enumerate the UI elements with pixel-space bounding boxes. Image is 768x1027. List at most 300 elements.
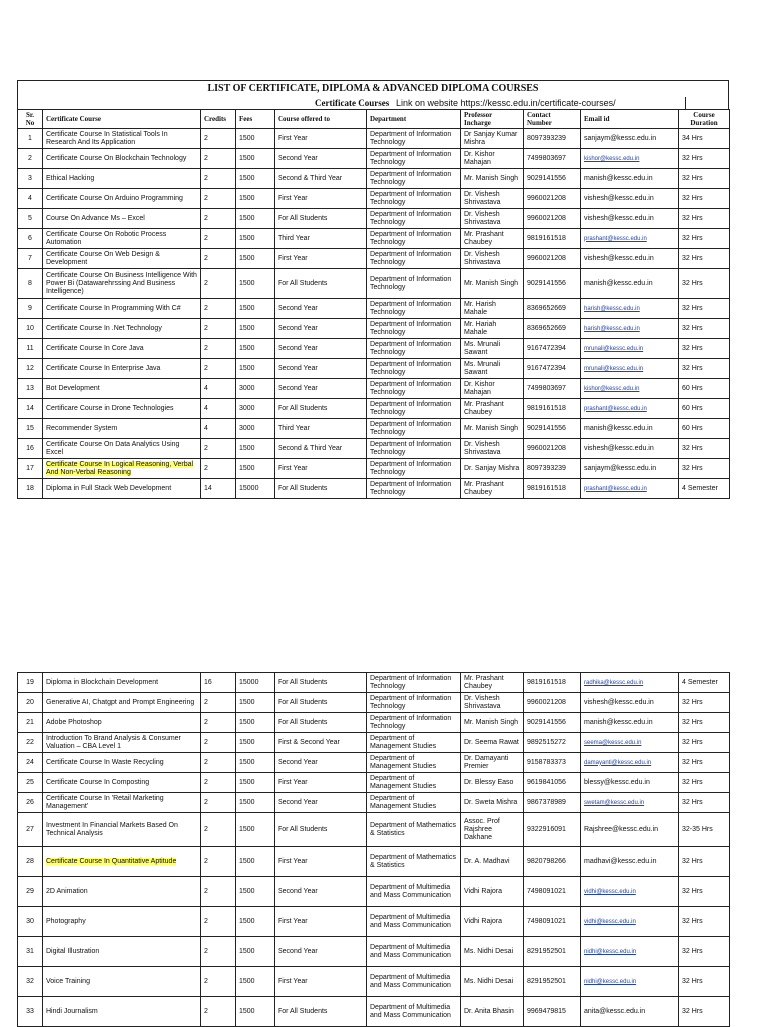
cell-department: Department of Management Studies xyxy=(367,753,461,773)
cell-email: manish@kessc.edu.in xyxy=(581,169,679,189)
cell-professor: Mr. Prashant Chaubey xyxy=(461,673,524,693)
cell-department: Department of Information Technology xyxy=(367,149,461,169)
cell-sr-no: 13 xyxy=(18,379,43,399)
email-link[interactable]: nidhi@kessc.edu.in xyxy=(584,948,637,955)
document-title: LIST OF CERTIFICATE, DIPLOMA & ADVANCED DIPLOMA COURSES xyxy=(17,80,729,97)
cell-credits: 2 xyxy=(201,753,236,773)
cell-credits: 2 xyxy=(201,733,236,753)
email-link[interactable]: seema@kessc.edu.in xyxy=(584,739,642,746)
cell-credits: 2 xyxy=(201,693,236,713)
table-header-row xyxy=(18,110,730,129)
cell-professor: Dr. Blessy Easo xyxy=(461,773,524,793)
cell-course-name: Voice Training xyxy=(43,967,201,997)
cell-offered-to: First Year xyxy=(275,773,367,793)
cell-course-name: Certificate Course In 'Retail Marketing Management' xyxy=(43,793,201,813)
cell-email xyxy=(581,753,679,773)
cell-offered-to: Second Year xyxy=(275,319,367,339)
cell-sr-no: 29 xyxy=(18,877,43,907)
cell-contact-number: 7498091021 xyxy=(524,907,581,937)
cell-credits: 2 xyxy=(201,129,236,149)
header-course-name: Certificate Course xyxy=(43,110,201,129)
cell-email: sanjaym@kessc.edu.in xyxy=(581,129,679,149)
cell-course-name: Certificate Course On Data Analytics Using Excel xyxy=(43,439,201,459)
cell-credits: 2 xyxy=(201,339,236,359)
cell-email: vishesh@kessc.edu.in xyxy=(581,693,679,713)
cell-offered-to: For All Students xyxy=(275,673,367,693)
cell-offered-to: Second & Third Year xyxy=(275,169,367,189)
header-credits: Credits xyxy=(201,110,236,129)
cell-email: Rajshree@kessc.edu.in xyxy=(581,813,679,847)
table-row xyxy=(18,773,730,793)
cell-sr-no: 21 xyxy=(18,713,43,733)
cell-credits: 2 xyxy=(201,847,236,877)
cell-fees: 1500 xyxy=(236,149,275,169)
cell-course-name: Ethical Hacking xyxy=(43,169,201,189)
cell-fees: 1500 xyxy=(236,713,275,733)
cell-department: Department of Information Technology xyxy=(367,269,461,299)
cell-credits: 2 xyxy=(201,169,236,189)
cell-offered-to: Second Year xyxy=(275,299,367,319)
cell-department: Department of Management Studies xyxy=(367,733,461,753)
cell-contact-number: 8291952501 xyxy=(524,967,581,997)
table-row xyxy=(18,753,730,773)
cell-professor: Dr. Damayanti Premier xyxy=(461,753,524,773)
cell-professor: Mr. Prashant Chaubey xyxy=(461,399,524,419)
cell-duration: 32 Hrs xyxy=(679,319,730,339)
email-link[interactable]: harish@kessc.edu.in xyxy=(584,325,640,332)
cell-duration: 32 Hrs xyxy=(679,793,730,813)
email-link[interactable]: harish@kessc.edu.in xyxy=(584,305,640,312)
cell-duration: 32 Hrs xyxy=(679,877,730,907)
subtitle-row xyxy=(17,97,729,109)
cell-fees: 1500 xyxy=(236,733,275,753)
table-row xyxy=(18,459,730,479)
cell-department: Department of Information Technology xyxy=(367,189,461,209)
cell-course-name: Introduction To Brand Analysis & Consumer Valuation – CBA Level 1 xyxy=(43,733,201,753)
header-offered-to: Course offered to xyxy=(275,110,367,129)
cell-sr-no: 9 xyxy=(18,299,43,319)
cell-professor: Dr. A. Madhavi xyxy=(461,847,524,877)
cell-course-name: Certificate Course In .Net Technology xyxy=(43,319,201,339)
cell-contact-number: 9029141556 xyxy=(524,269,581,299)
cell-department: Department of Information Technology xyxy=(367,299,461,319)
cell-credits: 2 xyxy=(201,459,236,479)
cell-offered-to: Second Year xyxy=(275,379,367,399)
cell-sr-no: 8 xyxy=(18,269,43,299)
cell-offered-to: First Year xyxy=(275,129,367,149)
email-link[interactable]: mrunali@kessc.edu.in xyxy=(584,365,644,372)
cell-professor: Mr. Prashant Chaubey xyxy=(461,479,524,499)
cell-fees: 3000 xyxy=(236,399,275,419)
cell-fees: 1500 xyxy=(236,813,275,847)
email-link[interactable]: vidhi@kessc.edu.in xyxy=(584,888,636,895)
cell-duration: 32 Hrs xyxy=(679,713,730,733)
cell-email: blessy@kessc.edu.in xyxy=(581,773,679,793)
cell-department: Department of Information Technology xyxy=(367,459,461,479)
cell-email xyxy=(581,229,679,249)
cell-offered-to: First Year xyxy=(275,459,367,479)
cell-department: Department of Information Technology xyxy=(367,479,461,499)
cell-contact-number: 9960021208 xyxy=(524,439,581,459)
cell-offered-to: For All Students xyxy=(275,399,367,419)
cell-email xyxy=(581,937,679,967)
cell-department: Department of Information Technology xyxy=(367,673,461,693)
cell-duration: 32 Hrs xyxy=(679,339,730,359)
cell-fees: 1500 xyxy=(236,907,275,937)
cell-email: vishesh@kessc.edu.in xyxy=(581,439,679,459)
cell-fees: 1500 xyxy=(236,937,275,967)
cell-contact-number: 8369652669 xyxy=(524,299,581,319)
cell-duration: 32 Hrs xyxy=(679,169,730,189)
cell-department: Department of Information Technology xyxy=(367,249,461,269)
cell-department: Department of Mathematics & Statistics xyxy=(367,847,461,877)
cell-professor: Vidhi Rajora xyxy=(461,907,524,937)
cell-sr-no: 3 xyxy=(18,169,43,189)
cell-course-name: Certificate Course On Blockchain Technology xyxy=(43,149,201,169)
cell-email: vishesh@kessc.edu.in xyxy=(581,249,679,269)
table-row xyxy=(18,419,730,439)
highlighted-course-name: Certificate Course In Logical Reasoning, Verbal And Non-Verbal Reasoning xyxy=(46,460,194,476)
cell-email: manish@kessc.edu.in xyxy=(581,419,679,439)
cell-fees: 1500 xyxy=(236,753,275,773)
cell-credits: 4 xyxy=(201,399,236,419)
cell-duration: 4 Semester xyxy=(679,673,730,693)
cell-duration: 32 Hrs xyxy=(679,997,730,1027)
cell-duration: 4 Semester xyxy=(679,479,730,499)
cell-department: Department of Multimedia and Mass Communication xyxy=(367,937,461,967)
cell-department: Department of Multimedia and Mass Communication xyxy=(367,997,461,1027)
cell-contact-number: 9819161518 xyxy=(524,673,581,693)
cell-email xyxy=(581,967,679,997)
cell-department: Department of Information Technology xyxy=(367,229,461,249)
cell-course-name: Certificate Course In Programming With C# xyxy=(43,299,201,319)
table-row xyxy=(18,359,730,379)
cell-sr-no: 15 xyxy=(18,419,43,439)
cell-offered-to: First & Second Year xyxy=(275,733,367,753)
cell-email: vishesh@kessc.edu.in xyxy=(581,209,679,229)
cell-professor: Dr. Vishesh Shrivastava xyxy=(461,693,524,713)
cell-contact-number: 9969479815 xyxy=(524,997,581,1027)
header-sr-no: Sr. No xyxy=(18,110,43,129)
cell-email xyxy=(581,479,679,499)
cell-contact-number: 9819161518 xyxy=(524,399,581,419)
cell-contact-number: 9819161518 xyxy=(524,479,581,499)
header-duration: Course Duration xyxy=(679,110,730,129)
cell-credits: 2 xyxy=(201,299,236,319)
cell-fees: 1500 xyxy=(236,459,275,479)
cell-contact-number: 7498091021 xyxy=(524,877,581,907)
cell-course-name: Certificate Course In Composting xyxy=(43,773,201,793)
cell-offered-to: First Year xyxy=(275,249,367,269)
cell-sr-no: 16 xyxy=(18,439,43,459)
cell-offered-to: First Year xyxy=(275,189,367,209)
cell-department: Department of Information Technology xyxy=(367,693,461,713)
table-row xyxy=(18,379,730,399)
cell-course-name: Certificare Course in Drone Technologies xyxy=(43,399,201,419)
cell-fees: 1500 xyxy=(236,229,275,249)
cell-fees: 3000 xyxy=(236,379,275,399)
cell-email: sanjaym@kessc.edu.in xyxy=(581,459,679,479)
cell-sr-no: 5 xyxy=(18,209,43,229)
cell-professor: Dr. Vishesh Shrivastava xyxy=(461,189,524,209)
cell-email xyxy=(581,733,679,753)
cell-fees: 1500 xyxy=(236,339,275,359)
cell-fees: 15000 xyxy=(236,673,275,693)
cell-contact-number: 9960021208 xyxy=(524,209,581,229)
cell-email xyxy=(581,299,679,319)
cell-duration: 32 Hrs xyxy=(679,209,730,229)
cell-professor: Dr. Kishor Mahajan xyxy=(461,379,524,399)
cell-contact-number: 9167472394 xyxy=(524,359,581,379)
table-row xyxy=(18,399,730,419)
cell-professor: Ms. Mrunali Sawant xyxy=(461,339,524,359)
cell-fees: 1500 xyxy=(236,249,275,269)
cell-contact-number: 9867378989 xyxy=(524,793,581,813)
cell-course-name: Recommender System xyxy=(43,419,201,439)
cell-course-name: Diploma in Full Stack Web Development xyxy=(43,479,201,499)
cell-sr-no: 20 xyxy=(18,693,43,713)
cell-offered-to: Third Year xyxy=(275,419,367,439)
cell-professor: Vidhi Rajora xyxy=(461,877,524,907)
cell-contact-number: 9322916091 xyxy=(524,813,581,847)
cell-course-name: Certificate Course In Core Java xyxy=(43,339,201,359)
cell-offered-to: Second Year xyxy=(275,149,367,169)
cell-professor: Dr. Sweta Mishra xyxy=(461,793,524,813)
cell-department: Department of Management Studies xyxy=(367,793,461,813)
cell-offered-to: For All Students xyxy=(275,713,367,733)
cell-credits: 2 xyxy=(201,249,236,269)
email-link[interactable]: vidhi@kessc.edu.in xyxy=(584,918,636,925)
cell-offered-to: Second & Third Year xyxy=(275,439,367,459)
table-row xyxy=(18,997,730,1027)
cell-duration: 32 Hrs xyxy=(679,967,730,997)
cell-fees: 1500 xyxy=(236,299,275,319)
cell-sr-no: 11 xyxy=(18,339,43,359)
cell-department: Department of Information Technology xyxy=(367,129,461,149)
cell-fees: 3000 xyxy=(236,419,275,439)
cell-credits: 2 xyxy=(201,209,236,229)
cell-email xyxy=(581,149,679,169)
cell-department: Department of Mathematics & Statistics xyxy=(367,813,461,847)
cell-fees: 1500 xyxy=(236,773,275,793)
cell-department: Department of Information Technology xyxy=(367,419,461,439)
cell-credits: 2 xyxy=(201,997,236,1027)
cell-course-name: Hindi Journalism xyxy=(43,997,201,1027)
table-row xyxy=(18,319,730,339)
cell-credits: 2 xyxy=(201,877,236,907)
table-row xyxy=(18,269,730,299)
cell-sr-no: 31 xyxy=(18,937,43,967)
cell-sr-no: 12 xyxy=(18,359,43,379)
cell-sr-no: 24 xyxy=(18,753,43,773)
cell-credits: 2 xyxy=(201,813,236,847)
highlighted-course-name: Certificate Course In Quantitative Aptitude xyxy=(46,857,177,865)
cell-professor: Mr. Manish Singh xyxy=(461,169,524,189)
email-link[interactable]: kishor@kessc.edu.in xyxy=(584,385,640,392)
table-row xyxy=(18,299,730,319)
cell-fees: 1500 xyxy=(236,793,275,813)
cell-department: Department of Information Technology xyxy=(367,209,461,229)
cell-duration: 32 Hrs xyxy=(679,847,730,877)
cell-fees: 1500 xyxy=(236,269,275,299)
cell-department: Department of Information Technology xyxy=(367,713,461,733)
cell-offered-to: Second Year xyxy=(275,359,367,379)
cell-department: Department of Information Technology xyxy=(367,379,461,399)
cell-contact-number: 9960021208 xyxy=(524,249,581,269)
cell-offered-to: Second Year xyxy=(275,753,367,773)
cell-fees: 1500 xyxy=(236,439,275,459)
cell-contact-number: 9029141556 xyxy=(524,169,581,189)
table-row xyxy=(18,793,730,813)
cell-contact-number: 8369652669 xyxy=(524,319,581,339)
cell-fees: 1500 xyxy=(236,997,275,1027)
divider xyxy=(685,97,686,109)
cell-offered-to: Second Year xyxy=(275,793,367,813)
cell-credits: 2 xyxy=(201,229,236,249)
cell-course-name: Bot Development xyxy=(43,379,201,399)
cell-course-name: Diploma in Blockchain Development xyxy=(43,673,201,693)
cell-offered-to: Second Year xyxy=(275,339,367,359)
cell-offered-to: For All Students xyxy=(275,997,367,1027)
table-row xyxy=(18,249,730,269)
email-link[interactable]: nidhi@kessc.edu.in xyxy=(584,978,637,985)
courses-table-2 xyxy=(17,672,730,1027)
cell-credits: 2 xyxy=(201,907,236,937)
table-row xyxy=(18,229,730,249)
cell-offered-to: For All Students xyxy=(275,693,367,713)
table-row xyxy=(18,439,730,459)
email-link[interactable]: radhika@kessc.edu.in xyxy=(584,679,644,686)
cell-department: Department of Multimedia and Mass Communication xyxy=(367,907,461,937)
cell-offered-to: For All Students xyxy=(275,269,367,299)
cell-duration: 32 Hrs xyxy=(679,189,730,209)
cell-contact-number: 9892515272 xyxy=(524,733,581,753)
cell-email xyxy=(581,399,679,419)
cell-professor: Mr. Manish Singh xyxy=(461,419,524,439)
cell-department: Department of Information Technology xyxy=(367,319,461,339)
cell-fees: 1500 xyxy=(236,877,275,907)
cell-duration: 32 Hrs xyxy=(679,269,730,299)
cell-department: Department of Information Technology xyxy=(367,439,461,459)
cell-credits: 2 xyxy=(201,439,236,459)
table-row xyxy=(18,129,730,149)
cell-contact-number: 9158783373 xyxy=(524,753,581,773)
cell-professor: Mr. Manish Singh xyxy=(461,269,524,299)
header-fees: Fees xyxy=(236,110,275,129)
email-link[interactable]: damayanti@kessc.edu.in xyxy=(584,759,652,766)
cell-contact-number: 9960021208 xyxy=(524,693,581,713)
email-link[interactable]: prashant@kessc.edu.in xyxy=(584,235,647,242)
website-link-text[interactable]: Link on website https://kessc.edu.in/certificate-courses/ xyxy=(396,98,616,108)
table-row xyxy=(18,149,730,169)
cell-course-name: Certificate Course In Enterprise Java xyxy=(43,359,201,379)
cell-duration: 32 Hrs xyxy=(679,229,730,249)
subtitle-label: Certificate Courses xyxy=(315,98,390,108)
cell-professor: Ms. Nidhi Desai xyxy=(461,967,524,997)
cell-offered-to: First Year xyxy=(275,967,367,997)
cell-sr-no: 10 xyxy=(18,319,43,339)
cell-sr-no: 22 xyxy=(18,733,43,753)
cell-sr-no: 17 xyxy=(18,459,43,479)
cell-offered-to: Second Year xyxy=(275,937,367,967)
cell-duration: 32 Hrs xyxy=(679,459,730,479)
cell-offered-to: First Year xyxy=(275,847,367,877)
cell-credits: 2 xyxy=(201,269,236,299)
cell-course-name: Adobe Photoshop xyxy=(43,713,201,733)
courses-table-1 xyxy=(17,109,730,499)
cell-credits: 4 xyxy=(201,419,236,439)
cell-email xyxy=(581,793,679,813)
cell-email: anita@kessc.edu.in xyxy=(581,997,679,1027)
cell-sr-no: 1 xyxy=(18,129,43,149)
cell-department: Department of Information Technology xyxy=(367,359,461,379)
cell-professor: Mr. Harish Mahale xyxy=(461,299,524,319)
cell-course-name: Photography xyxy=(43,907,201,937)
cell-duration: 60 Hrs xyxy=(679,379,730,399)
cell-contact-number: 8097393239 xyxy=(524,459,581,479)
cell-department: Department of Information Technology xyxy=(367,399,461,419)
table-row xyxy=(18,967,730,997)
cell-professor: Dr Sanjay Kumar Mishra xyxy=(461,129,524,149)
cell-department: Department of Management Studies xyxy=(367,773,461,793)
table-row xyxy=(18,877,730,907)
email-link[interactable]: kishor@kessc.edu.in xyxy=(584,155,640,162)
cell-credits: 2 xyxy=(201,149,236,169)
cell-course-name: 2D Animation xyxy=(43,877,201,907)
cell-professor: Dr. Vishesh Shrivastava xyxy=(461,439,524,459)
table-row xyxy=(18,813,730,847)
cell-professor: Mr. Manish Singh xyxy=(461,713,524,733)
cell-email xyxy=(581,319,679,339)
cell-offered-to: Second Year xyxy=(275,877,367,907)
cell-duration: 32 Hrs xyxy=(679,249,730,269)
cell-duration: 32 Hrs xyxy=(679,773,730,793)
cell-fees: 1500 xyxy=(236,189,275,209)
cell-duration: 32 Hrs xyxy=(679,299,730,319)
cell-credits: 4 xyxy=(201,379,236,399)
cell-professor: Ms. Nidhi Desai xyxy=(461,937,524,967)
cell-course-name xyxy=(43,459,201,479)
email-link[interactable]: mrunali@kessc.edu.in xyxy=(584,345,644,352)
table-row xyxy=(18,673,730,693)
header-professor: Professor Incharge xyxy=(461,110,524,129)
cell-sr-no: 19 xyxy=(18,673,43,693)
cell-sr-no: 32 xyxy=(18,967,43,997)
header-department: Department xyxy=(367,110,461,129)
cell-fees: 1500 xyxy=(236,209,275,229)
cell-fees: 1500 xyxy=(236,967,275,997)
cell-email: manish@kessc.edu.in xyxy=(581,269,679,299)
cell-contact-number: 9960021208 xyxy=(524,189,581,209)
table-row xyxy=(18,339,730,359)
email-link[interactable]: swetam@kessc.edu.in xyxy=(584,799,645,806)
cell-professor: Dr. Seema Rawat xyxy=(461,733,524,753)
cell-professor: Dr. Vishesh Shrivastava xyxy=(461,249,524,269)
cell-fees: 1500 xyxy=(236,129,275,149)
cell-sr-no: 28 xyxy=(18,847,43,877)
cell-course-name: Generative AI, Chatgpt and Prompt Engineering xyxy=(43,693,201,713)
cell-professor: Dr. Anita Bhasin xyxy=(461,997,524,1027)
cell-contact-number: 8291952501 xyxy=(524,937,581,967)
cell-offered-to: For All Students xyxy=(275,813,367,847)
table-row xyxy=(18,169,730,189)
cell-sr-no: 30 xyxy=(18,907,43,937)
cell-sr-no: 6 xyxy=(18,229,43,249)
cell-offered-to: For All Students xyxy=(275,209,367,229)
email-link[interactable]: prashant@kessc.edu.in xyxy=(584,485,647,492)
email-link[interactable]: prashant@kessc.edu.in xyxy=(584,405,647,412)
cell-course-name: Certificate Course On Robotic Process Automation xyxy=(43,229,201,249)
